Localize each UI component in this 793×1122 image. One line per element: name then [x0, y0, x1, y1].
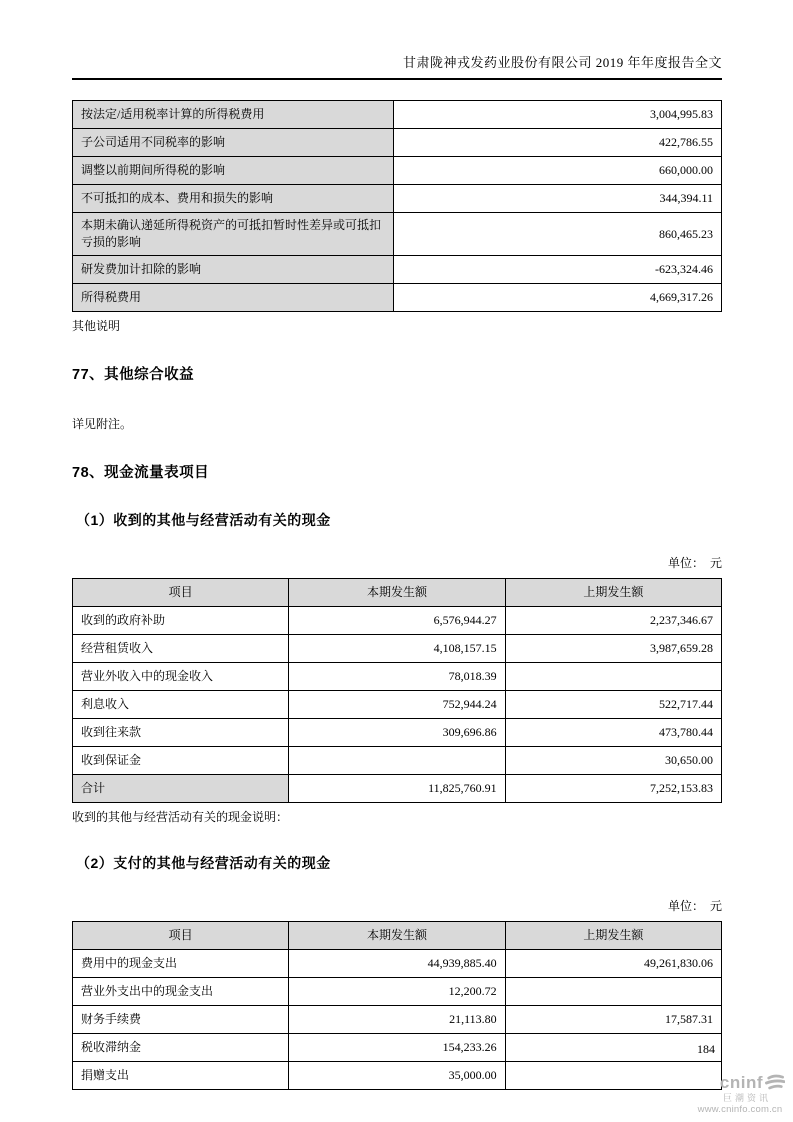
page-content	[72, 0, 722, 1090]
row-label: 收到往来款	[73, 719, 289, 747]
row-value: 3,004,995.83	[393, 101, 721, 129]
row-label: 收到保证金	[73, 747, 289, 775]
row-value: 660,000.00	[393, 157, 721, 185]
row-label: 利息收入	[73, 691, 289, 719]
cninfo-url: www.cninfo.com.cn	[697, 1104, 783, 1115]
row-value-current: 752,944.24	[289, 691, 505, 719]
row-value-prior: 30,650.00	[505, 747, 721, 775]
row-value: 860,465.23	[393, 213, 721, 256]
column-header-current: 本期发生额	[289, 922, 505, 950]
row-value-current: 6,576,944.27	[289, 607, 505, 635]
table-row	[73, 635, 722, 663]
row-label: 不可抵扣的成本、费用和损失的影响	[73, 185, 394, 213]
table-row	[73, 1062, 722, 1090]
row-value: 422,786.55	[393, 129, 721, 157]
row-value: -623,324.46	[393, 256, 721, 284]
document-header-title: 甘肃陇神戎发药业股份有限公司 2019 年年度报告全文	[72, 0, 722, 80]
table-header-row	[73, 579, 722, 607]
row-value-current: 11,825,760.91	[289, 775, 505, 803]
row-value-prior: 522,717.44	[505, 691, 721, 719]
row-value-current: 12,200.72	[289, 978, 505, 1006]
row-value-prior	[505, 1034, 721, 1062]
table-row	[73, 213, 722, 256]
row-value-prior: 7,252,153.83	[505, 775, 721, 803]
row-label: 研发费加计扣除的影响	[73, 256, 394, 284]
row-value: 344,394.11	[393, 185, 721, 213]
row-label: 营业外支出中的现金支出	[73, 978, 289, 1006]
income-tax-reconciliation-table	[72, 100, 722, 312]
row-label: 费用中的现金支出	[73, 950, 289, 978]
column-header-item: 项目	[73, 579, 289, 607]
cninfo-chinese-name: 巨潮资讯	[722, 1093, 771, 1103]
table-row	[73, 663, 722, 691]
other-note-label: 其他说明	[72, 319, 121, 333]
row-label-total: 合计	[73, 775, 289, 803]
row-label: 子公司适用不同税率的影响	[73, 129, 394, 157]
section-78-heading: 78、现金流量表项目	[72, 465, 210, 481]
unit-label: 单位： 元	[667, 899, 722, 913]
table-row	[73, 691, 722, 719]
column-header-prior: 上期发生额	[505, 922, 721, 950]
row-label: 所得税费用	[73, 284, 394, 312]
section-78-part1-heading: （1）收到的其他与经营活动有关的现金	[76, 512, 331, 528]
row-value-prior: 2,237,346.67	[505, 607, 721, 635]
column-header-item: 项目	[73, 922, 289, 950]
row-value-prior: 3,987,659.28	[505, 635, 721, 663]
cninfo-watermark	[695, 1074, 785, 1116]
row-label: 经营租赁收入	[73, 635, 289, 663]
section-77-heading: 77、其他综合收益	[72, 367, 195, 383]
cninfo-swirl-icon	[765, 1074, 785, 1092]
table-row	[73, 284, 722, 312]
row-value-current: 44,939,885.40	[289, 950, 505, 978]
table-row	[73, 747, 722, 775]
section-77-body: 详见附注。	[72, 417, 133, 431]
table-row	[73, 157, 722, 185]
table-row	[73, 101, 722, 129]
cash-received-table	[72, 578, 722, 803]
section-78-part2-heading: （2）支付的其他与经营活动有关的现金	[76, 855, 331, 871]
table-row	[73, 1034, 722, 1062]
cash-paid-table	[72, 921, 722, 1090]
row-value-current: 21,113.80	[289, 1006, 505, 1034]
row-value-current: 78,018.39	[289, 663, 505, 691]
row-label: 税收滞纳金	[73, 1034, 289, 1062]
row-value-prior	[505, 1062, 721, 1090]
table-row	[73, 129, 722, 157]
column-header-current: 本期发生额	[289, 579, 505, 607]
table-row	[73, 607, 722, 635]
row-label: 收到的政府补助	[73, 607, 289, 635]
row-value: 4,669,317.26	[393, 284, 721, 312]
table-row	[73, 256, 722, 284]
row-value-prior	[505, 978, 721, 1006]
row-value-current	[289, 747, 505, 775]
cninfo-brand-text: cninf	[719, 1073, 763, 1092]
cash-received-note: 收到的其他与经营活动有关的现金说明：	[72, 810, 289, 824]
page-number: 184	[697, 1042, 715, 1056]
row-value-current: 309,696.86	[289, 719, 505, 747]
row-value-current: 35,000.00	[289, 1062, 505, 1090]
row-label: 捐赠支出	[73, 1062, 289, 1090]
row-label: 营业外收入中的现金收入	[73, 663, 289, 691]
row-value-prior: 49,261,830.06	[505, 950, 721, 978]
row-value-prior: 473,780.44	[505, 719, 721, 747]
table-row	[73, 950, 722, 978]
unit-label: 单位： 元	[667, 556, 722, 570]
row-label: 按法定/适用税率计算的所得税费用	[73, 101, 394, 129]
table-row	[73, 185, 722, 213]
table-total-row	[73, 775, 722, 803]
table-row	[73, 1006, 722, 1034]
table-row	[73, 719, 722, 747]
row-value-prior	[505, 663, 721, 691]
table-row	[73, 978, 722, 1006]
table-header-row	[73, 922, 722, 950]
row-label: 本期未确认递延所得税资产的可抵扣暂时性差异或可抵扣亏损的影响	[73, 213, 394, 256]
row-value-current: 4,108,157.15	[289, 635, 505, 663]
row-label: 财务手续费	[73, 1006, 289, 1034]
row-label: 调整以前期间所得税的影响	[73, 157, 394, 185]
row-value-prior: 17,587.31	[505, 1006, 721, 1034]
row-value-current: 154,233.26	[289, 1034, 505, 1062]
column-header-prior: 上期发生额	[505, 579, 721, 607]
